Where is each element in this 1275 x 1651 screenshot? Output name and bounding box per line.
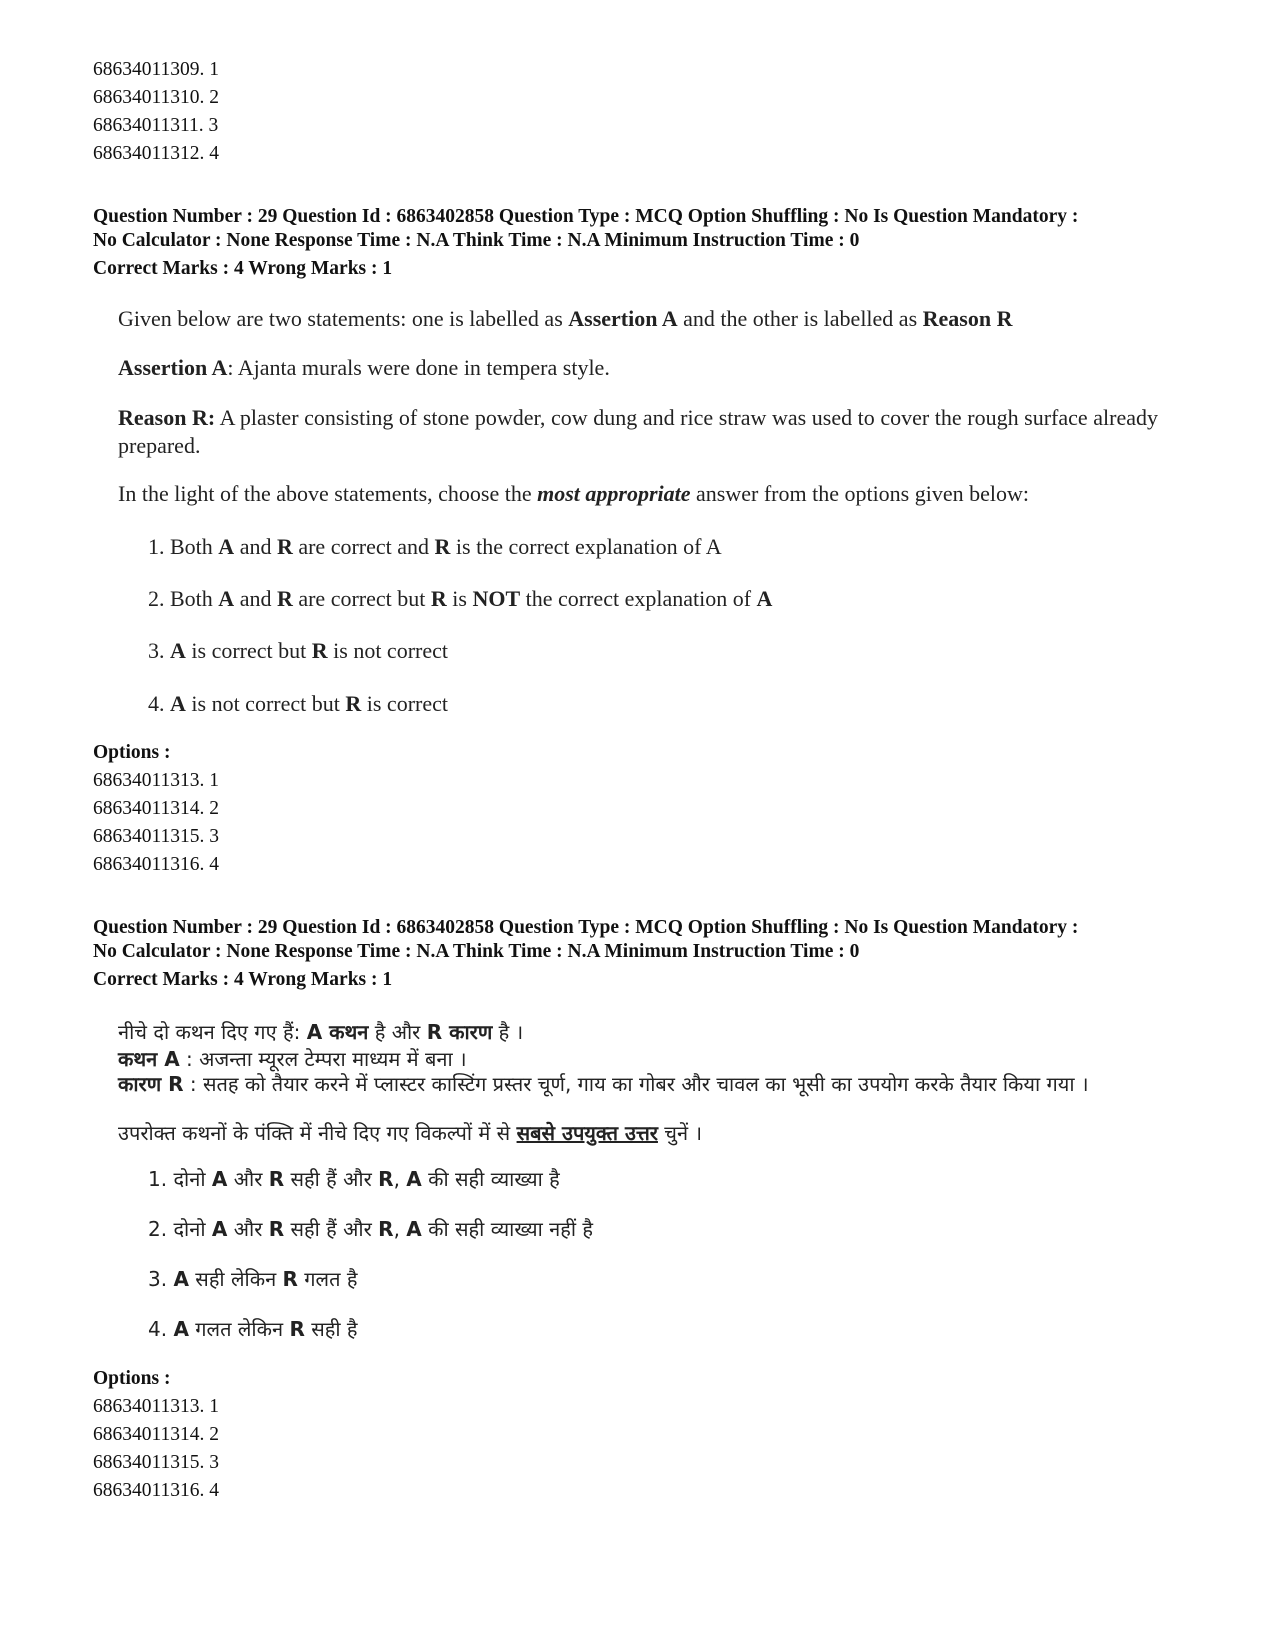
option-code-line: 68634011316. 4	[93, 1480, 220, 1501]
question-intro-hindi: नीचे दो कथन दिए गए हैं: A कथन है और R कारण है ।	[118, 1020, 524, 1044]
option-code-line: 68634011315. 3	[93, 1452, 220, 1473]
answer-choice-1: 1. Both A and R are correct and R is the correct explanation of A	[148, 534, 722, 559]
answer-choice-3-hindi: 3. A सही लेकिन R गलत है	[148, 1267, 358, 1291]
question-meta-line: No Calculator : None Response Time : N.A Think Time : N.A Minimum Instruction Time : 0	[93, 230, 860, 251]
option-code-line: 68634011313. 1	[93, 1396, 220, 1417]
instruction-text: answer from the options given below:	[690, 481, 1030, 506]
reason-label: Reason R:	[118, 405, 216, 430]
instruction-line-hindi: उपरोक्त कथनों के पंक्ति में नीचे दिए गए विकल्पों में से सबसे उपयुक्त उत्तर चुनें ।	[118, 1121, 703, 1145]
reason-term: Reason R	[922, 306, 1013, 331]
intro-text: Given below are two statements: one is labelled as	[118, 306, 569, 331]
assertion-statement-hindi: कथन A : अजन्ता म्यूरल टेम्परा माध्यम में बना ।	[118, 1047, 467, 1071]
assertion-statement	[118, 354, 610, 382]
option-code-line: 68634011311. 3	[93, 115, 219, 136]
option-code-line: 68634011310. 2	[93, 87, 220, 108]
options-label: Options :	[93, 1368, 171, 1389]
answer-choice-1-hindi: 1. दोनो A और R सही हैं और R, A की सही व्याख्या है	[148, 1167, 560, 1191]
option-code-line: 68634011312. 4	[93, 143, 220, 164]
reason-text: A plaster consisting of stone powder, cow dung and rice straw was used to cover the rough surface already prepared.	[118, 405, 1158, 458]
instruction-line	[118, 480, 1029, 508]
option-code-line: 68634011313. 1	[93, 770, 220, 791]
intro-text: and the other is labelled as	[677, 306, 923, 331]
option-code-line: 68634011315. 3	[93, 826, 220, 847]
reason-statement	[118, 404, 1158, 460]
reason-statement-hindi: कारण R : सतह को तैयार करने में प्लास्टर कास्टिंग प्रस्तर चूर्ण, गाय का गोबर और चावल का भूसी का उपयोग करके तैयार किया गया ।	[118, 1072, 1089, 1096]
answer-choice-4-hindi: 4. A गलत लेकिन R सही है	[148, 1317, 358, 1341]
instruction-text: In the light of the above statements, choose the	[118, 481, 538, 506]
assertion-text: : Ajanta murals were done in tempera style.	[227, 355, 610, 380]
question-meta-line: Question Number : 29 Question Id : 6863402858 Question Type : MCQ Option Shuffling : No Is Question Mandatory :	[93, 206, 1079, 227]
option-code-line: 68634011314. 2	[93, 798, 220, 819]
answer-choice-2: 2. Both A and R are correct but R is NOT the correct explanation of A	[148, 586, 773, 611]
option-code-line: 68634011316. 4	[93, 854, 220, 875]
answer-choice-3: 3. A is correct but R is not correct	[148, 638, 448, 663]
options-label: Options :	[93, 742, 171, 763]
question-meta-line: No Calculator : None Response Time : N.A Think Time : N.A Minimum Instruction Time : 0	[93, 941, 860, 962]
answer-choice-4: 4. A is not correct but R is correct	[148, 691, 448, 716]
question-intro	[118, 305, 1012, 333]
answer-choice-2-hindi: 2. दोनो A और R सही हैं और R, A की सही व्याख्या नहीं है	[148, 1217, 594, 1241]
assertion-term: Assertion A	[568, 306, 678, 331]
option-code-line: 68634011314. 2	[93, 1424, 220, 1445]
assertion-label: Assertion A	[118, 355, 228, 380]
emphasis-text: most appropriate	[537, 481, 691, 506]
question-meta-line: Question Number : 29 Question Id : 6863402858 Question Type : MCQ Option Shuffling : No Is Question Mandatory :	[93, 917, 1079, 938]
marks-line: Correct Marks : 4 Wrong Marks : 1	[93, 258, 393, 279]
marks-line: Correct Marks : 4 Wrong Marks : 1	[93, 969, 393, 990]
option-code-line: 68634011309. 1	[93, 59, 220, 80]
